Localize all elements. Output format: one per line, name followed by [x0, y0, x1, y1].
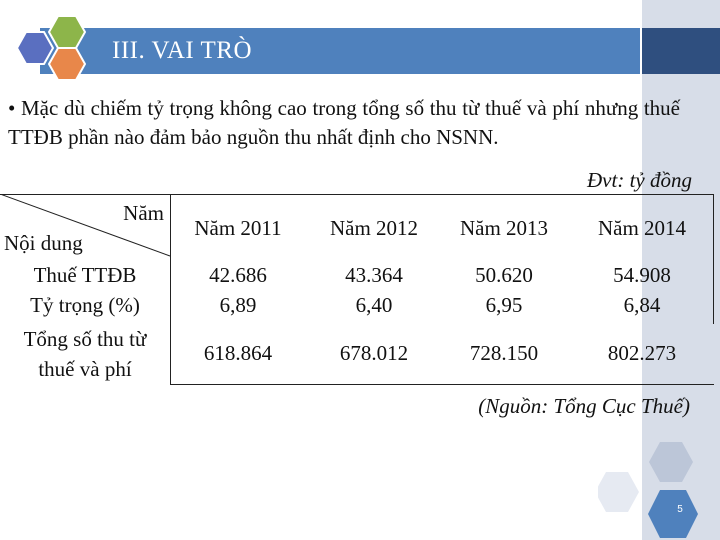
source-note: (Nguồn: Tổng Cục Thuế): [478, 394, 690, 418]
column-header-2012: Năm 2012: [329, 216, 419, 240]
hexagon-cluster-icon: [6, 14, 86, 86]
row-label-total-line2: thuế và phí: [38, 357, 132, 381]
table-border-right: [713, 194, 714, 324]
table-cell: 6,40: [355, 293, 393, 317]
table-cell: 50.620: [475, 263, 533, 287]
row-label-share: Tỷ trọng (%): [30, 293, 140, 317]
row-label-total-line1: Tổng số thu từ: [23, 327, 147, 351]
table-cell: 618.864: [203, 341, 273, 365]
column-header-2014: Năm 2014: [597, 216, 687, 240]
corner-header-content: Nội dung: [4, 231, 83, 255]
revenue-table: [0, 194, 714, 384]
column-header-2011: Năm 2011: [194, 216, 282, 240]
table-cell: 42.686: [209, 263, 267, 287]
hexagon-decor-icon: [598, 440, 720, 540]
slide-title: III. VAI TRÒ: [112, 37, 253, 64]
corner-header-year: Năm: [123, 201, 164, 225]
table-cell: 678.012: [339, 341, 409, 365]
row-label-ttdb: Thuế TTĐB: [33, 263, 137, 287]
table-cell: 43.364: [345, 263, 403, 287]
bullet-paragraph: • Mặc dù chiếm tỷ trọng không cao trong tổng số thu từ thuế và phí nhưng thuế TTĐB phần nào đảm bảo nguồn thu nhất định cho NSNN.: [8, 96, 680, 149]
table-cell: 54.908: [613, 263, 671, 287]
table-cell: 728.150: [469, 341, 539, 365]
unit-label: Đvt: tỷ đồng: [587, 168, 692, 192]
table-border-bottom: [170, 384, 714, 385]
table-cell: 6,89: [219, 293, 257, 317]
page-number: 5: [677, 504, 683, 515]
table-cell: 802.273: [607, 341, 677, 365]
column-header-2013: Năm 2013: [459, 216, 549, 240]
table-cell: 6,95: [485, 293, 523, 317]
title-bar-end: [642, 28, 720, 74]
table-cell: 6,84: [623, 293, 661, 317]
